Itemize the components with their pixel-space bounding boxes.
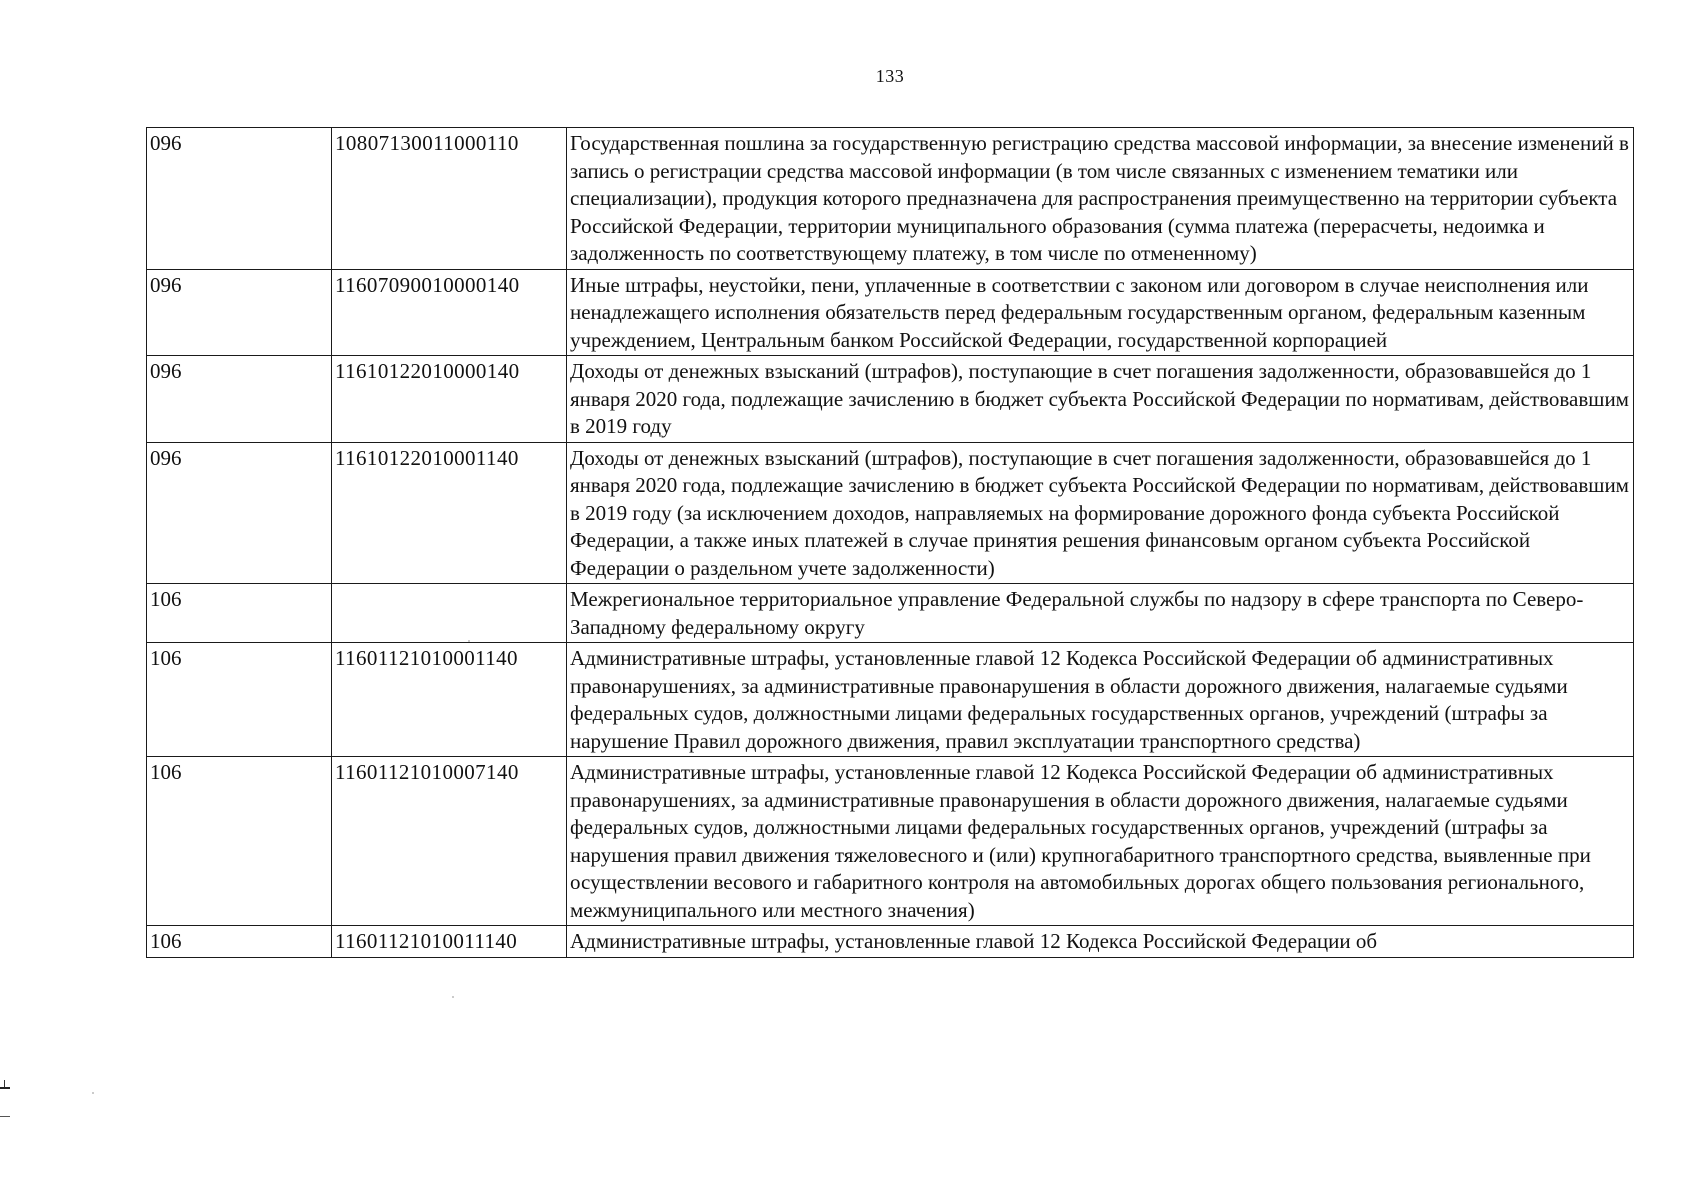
page-number: 133 <box>875 66 905 86</box>
table-body <box>147 128 1634 958</box>
kbk-code-cell: 11610122010001140 <box>332 442 567 584</box>
kbk-code-cell: 11610122010000140 <box>332 356 567 443</box>
admin-code-cell: 096 <box>147 356 332 443</box>
table-row <box>147 269 1634 356</box>
description-cell: Административные штрафы, установленные главой 12 Кодекса Российской Федерации об административных правонарушениях, за административные правонарушения в области дорожного движения, налагаемые судьями федеральных судов, должностными лицами федеральных государственных органов, учреждений (штрафы за нарушения правил движения тяжеловесного и (или) крупногабаритного транспортного средства, выявленные при осуществлении весового и габаритного контроля на автомобильных дорогах общего пользования регионального, межмуниципального или местного значения) <box>567 757 1634 926</box>
scan-speck <box>468 640 470 642</box>
kbk-code-cell <box>332 584 567 643</box>
table-row <box>147 584 1634 643</box>
description-cell: Доходы от денежных взысканий (штрафов), поступающие в счет погашения задолженности, образовавшейся до 1 января 2020 года, подлежащие зачислению в бюджет субъекта Российской Федерации по нормативам, действовавшим в 2019 году <box>567 356 1634 443</box>
admin-code-cell: 106 <box>147 643 332 757</box>
margin-dash <box>0 1116 10 1117</box>
margin-dash <box>0 1087 10 1089</box>
description-cell: Административные штрафы, установленные главой 12 Кодекса Российской Федерации об <box>567 926 1634 958</box>
kbk-code-cell: 11601121010007140 <box>332 757 567 926</box>
table-row <box>147 128 1634 270</box>
admin-code-cell: 106 <box>147 584 332 643</box>
admin-code-cell: 096 <box>147 442 332 584</box>
kbk-code-cell: 11601121010001140 <box>332 643 567 757</box>
table-row <box>147 356 1634 443</box>
description-cell: Иные штрафы, неустойки, пени, уплаченные в соответствии с законом или договором в случае неисполнения или ненадлежащего исполнения обязательств перед федеральным государственным органом, федеральным казенным учреждением, Центральным банком Российской Федерации, государственной корпорацией <box>567 269 1634 356</box>
description-cell: Доходы от денежных взысканий (штрафов), поступающие в счет погашения задолженности, образовавшейся до 1 января 2020 года, подлежащие зачислению в бюджет субъекта Российской Федерации по нормативам, действовавшим в 2019 году (за исключением доходов, направляемых на формирование дорожного фонда субъекта Российской Федерации, а также иных платежей в случае принятия решения финансовым органом субъекта Российской Федерации о раздельном учете задолженности) <box>567 442 1634 584</box>
description-cell: Государственная пошлина за государственную регистрацию средства массовой информации, за внесение изменений в запись о регистрации средства массовой информации (в том числе связанных с изменением тематики или специализации), продукция которого предназначена для распространения преимущественно на территории субъекта Российской Федерации, территории муниципального образования (сумма платежа (перерасчеты, недоимка и задолженность по соответствующему платежу, в том числе по отмененному) <box>567 128 1634 270</box>
table-row <box>147 757 1634 926</box>
admin-code-cell: 106 <box>147 757 332 926</box>
kbk-code-cell: 11607090010000140 <box>332 269 567 356</box>
table-row <box>147 926 1634 958</box>
scan-speck <box>92 1092 94 1094</box>
admin-code-cell: 096 <box>147 128 332 270</box>
kbk-code-cell: 11601121010011140 <box>332 926 567 958</box>
admin-code-cell: 096 <box>147 269 332 356</box>
description-cell: Межрегиональное территориальное управление Федеральной службы по надзору в сфере транспорта по Северо-Западному федеральному округу <box>567 584 1634 643</box>
scan-speck <box>452 996 454 998</box>
admin-code-cell: 106 <box>147 926 332 958</box>
table-row <box>147 643 1634 757</box>
table-row <box>147 442 1634 584</box>
kbk-code-cell: 10807130011000110 <box>332 128 567 270</box>
revenue-codes-table <box>146 127 1634 958</box>
description-cell: Административные штрафы, установленные главой 12 Кодекса Российской Федерации об административных правонарушениях, за административные правонарушения в области дорожного движения, налагаемые судьями федеральных судов, должностными лицами федеральных государственных органов, учреждений (штрафы за нарушение Правил дорожного движения, правил эксплуатации транспортного средства) <box>567 643 1634 757</box>
